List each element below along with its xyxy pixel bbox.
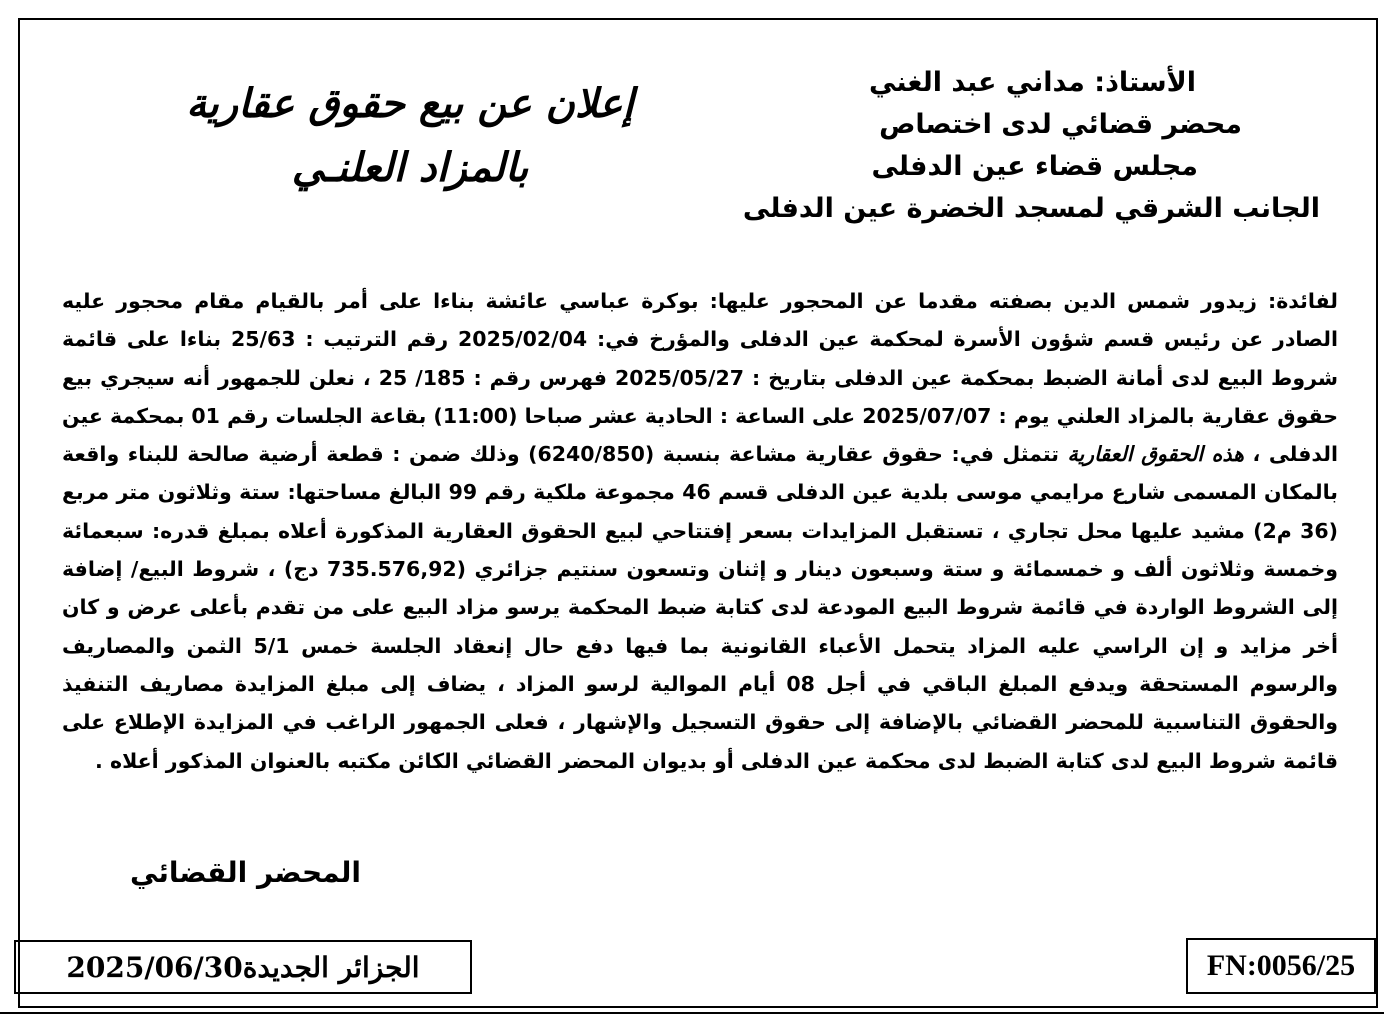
newspaper-date: الجزائر الجديدة2025/06/30: [66, 950, 420, 984]
announcement-title: [110, 72, 710, 200]
title-line-2: بالمزاد العلنـي: [291, 144, 529, 191]
body-part-3: تتمثل في: حقوق عقارية مشاعة بنسبة (6240/850) وذلك ضمن : قطعة أرضية صالحة للبناء واقعة بالمكان المسمى شارع مرايمي موسى بلدية عين الدفلى قسم 46 مجموعة ملكية رقم 99 البالغ مساحتها: ستة وثلاثون متر مربع (36 م2) مشيد عليها محل تجاري ، تستقبل المزايدات بسعر إفتتاحي لبيع الحقوق العقارية المذكورة أعلاه بمبلغ قدره: سبعمائة وخمسة وثلاثون ألف و خمسمائة و ستة وسبعون دينار و إثنان وتسعون سنتيم جزائري (735.576,92 دج) ، شروط البيع/ إضافة إلى الشروط الواردة في قائمة شروط البيع المودعة لدى كتابة ضبط المحكمة يرسو مزاد البيع على من تقدم بأعلى عرض و كان أخر مزايد و إن الراسي عليه المزاد يتحمل الأعباء القانونية بما فيها دفع حال إنعقاد الجلسة خمس 5/1 الثمن والمصاريف والرسوم المستحقة ويدفع المبلغ الباقي في أجل 08 أيام الموالية لرسو المزاد ، يضاف إلى مبلغ المزايدة مصاريف التنفيذ والحقوق التناسبية للمحضر القضائي بالإضافة إلى حقوق التسجيل والإشهار ، فعلى الجمهور الراغب في المزايدة الإطلاع على قائمة شروط البيع لدى كتابة الضبط لدى محكمة عين الدفلى أو بديوان المحضر القضائي الكائن مكتبه بالعنوان المذكور أعلاه .: [62, 442, 1338, 773]
bottom-rule: [0, 1012, 1384, 1014]
file-number-box: [1186, 938, 1376, 994]
body-highlight: هذه الحقوق العقارية: [1067, 442, 1244, 467]
bailiff-name: الأستاذ: مداني عبد الغني: [869, 67, 1196, 98]
body-part-1: لفائدة: زيدور شمس الدين بصفته مقدما عن المحجور عليها: بوكرة عباسي عائشة بناءا على أمر بالقيام مقام محجور عليه الصادر عن رئيس قسم شؤون الأسرة لمحكمة عين الدفلى والمؤرخ في: 2025/02/04 رقم الترتيب : 25/63 بناءا على قائمة شروط البيع لدى أمانة الضبط بمحكمة عين الدفلى بتاريخ : 2025/05/27 فهرس رقم : 185/ 25 ، نعلن للجمهور أنه سيجري بيع حقوق عقارية بالمزاد العلني يوم : 2025/07/07 على الساعة : الحادية عشر صباحا (11:00) بقاعة الجلسات رقم 01 بمحكمة عين الدفلى ،: [62, 289, 1339, 467]
title-line-1: إعلان عن بيع حقوق عقارية: [186, 80, 634, 127]
bailiff-role: محضر قضائي لدى اختصاص: [879, 109, 1242, 140]
signature: المحضر القضائي: [130, 856, 362, 889]
bailiff-address: الجانب الشرقي لمسجد الخضرة عين الدفلى: [742, 193, 1320, 224]
bailiff-office-block: [700, 62, 1320, 230]
file-number: FN:0056/25: [1206, 949, 1356, 982]
newspaper-date-box: [14, 940, 472, 994]
bailiff-jurisdiction: مجلس قضاء عين الدفلى: [871, 151, 1198, 182]
announcement-body: [62, 282, 1338, 780]
